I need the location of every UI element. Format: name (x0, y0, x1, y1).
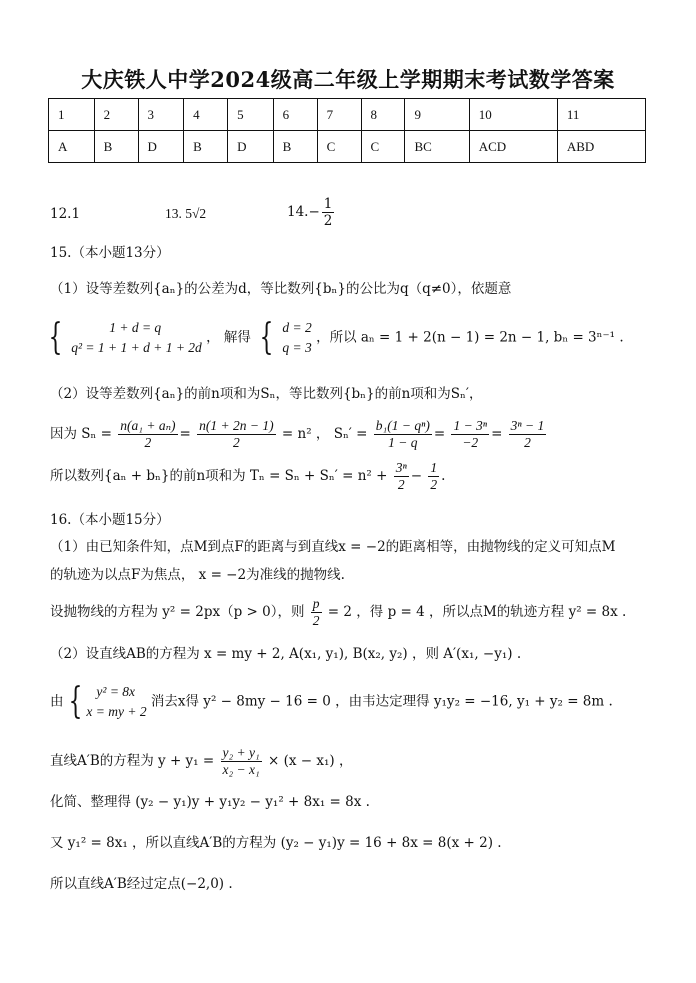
q15-part1-systems (44, 318, 624, 358)
table-cell: ABD (557, 131, 645, 163)
q15-part1-intro: （1）设等差数列{aₙ}的公差为d，等比数列{bₙ}的公比为q（q≠0），依题意 (50, 281, 512, 297)
table-cell: D (138, 131, 184, 163)
table-cell: 4 (184, 99, 228, 131)
q16-part1-line3 (50, 596, 626, 629)
equation: q = 3 (282, 340, 312, 355)
fraction (322, 196, 335, 229)
answer-table-answer-row (49, 131, 646, 163)
numerator: p (312, 596, 320, 611)
numerator: y₂ + y₁ (222, 745, 260, 760)
q15-part2-sums: 因为 Sₙ = $\frac{\text{n(a₁ + aₙ)}}{2}$ = $\frac{n(1 + 2n - 1)}{2}$ = n² ， Sₙ′ = $\frac{\text{b₁(1 − qⁿ)}}{1 - q}$ = $\frac{\text{1 − 3ⁿ}}{-2}$ = $\frac{\text{3ⁿ − 1}}{2}$ (50, 418, 545, 450)
answer-q14-prefix: 14.− (287, 204, 320, 220)
denominator: 2 (430, 477, 438, 492)
fraction (509, 418, 547, 451)
equation: y² = 8x (96, 684, 136, 699)
table-cell: 2 (94, 99, 138, 131)
fraction (428, 460, 439, 493)
answer-q14 (287, 196, 336, 229)
numerator: 3ⁿ (395, 460, 407, 475)
denominator: 2 (312, 613, 320, 628)
table-cell: BC (405, 131, 469, 163)
table-cell: 7 (317, 99, 361, 131)
answer-q12: 12.1 (50, 206, 81, 222)
text: 直线A′B的方程为 y + y₁ = (50, 753, 215, 769)
brace-symbol: { (48, 317, 63, 358)
text: 所以数列{aₙ + bₙ}的前n项和为 Tₙ = Sₙ + Sₙ′ = n² + (50, 468, 388, 484)
equation: d = 2 (282, 320, 312, 335)
fraction (374, 418, 432, 451)
solve-label: ， 解得 (206, 329, 251, 346)
q16-part2-system (50, 682, 613, 722)
numerator: 1 (430, 460, 438, 475)
fraction (118, 418, 177, 451)
q16-part2-line3 (50, 745, 353, 778)
table-cell: D (228, 131, 274, 163)
fraction (451, 418, 489, 451)
brace-symbol: { (259, 317, 274, 358)
answer-table (48, 98, 646, 163)
table-cell: B (273, 131, 317, 163)
answer-q13: 13. 5√2 (165, 206, 207, 221)
q16-header: 16.（本小题15分） (50, 512, 170, 528)
denominator: 2 (144, 435, 152, 450)
denominator: 2 (397, 477, 405, 492)
equation: q² = 1 + 1 + d + 1 + 2d (71, 340, 202, 355)
q15-part2-total: 所以数列{aₙ + bₙ}的前n项和为 Tₙ = Sₙ + Sₙ′ = n² + $\frac{\text{3ⁿ}}{2}$ − $\frac{1}{2}$ . (50, 460, 446, 492)
q15-part2-intro: （2）设等差数列{aₙ}的前n项和为Sₙ，等比数列{bₙ}的前n项和为Sₙ′， (50, 386, 483, 402)
table-cell: 3 (138, 99, 184, 131)
q16-part1-line2: 的轨迹为以点F为焦点， x = −2为准线的抛物线. (50, 567, 345, 583)
table-cell: B (184, 131, 228, 163)
denominator: x₂ − x₁ (222, 762, 260, 777)
fraction (221, 745, 262, 778)
equation-system (71, 318, 202, 358)
denominator: 1 − q (388, 435, 418, 450)
q16-part2-line6: 所以直线A′B经过定点(−2,0) . (50, 876, 233, 892)
q15-header: 15.（本小题13分） (50, 245, 170, 261)
numerator: n(1 + 2n − 1) (199, 418, 274, 433)
table-cell: 5 (228, 99, 274, 131)
equation-system (282, 318, 311, 358)
table-cell: 10 (469, 99, 557, 131)
equation-system (86, 682, 146, 722)
fraction (311, 596, 322, 629)
table-cell: 1 (49, 99, 95, 131)
table-cell: A (49, 131, 95, 163)
q16-part1-line1: （1）由已知条件知，点M到点F的距离与到直线x = −2的距离相等，由抛物线的定义可知点M (50, 539, 616, 555)
table-cell: 9 (405, 99, 469, 131)
equation: 1 + d = q (109, 320, 162, 335)
numerator: 1 (323, 196, 333, 212)
numerator: n(a₁ + aₙ) (120, 418, 176, 433)
text: × (x − x₁) ， (268, 753, 353, 769)
brace-symbol: { (68, 681, 82, 722)
text: 因为 Sₙ = (50, 426, 112, 442)
denominator: −2 (462, 435, 479, 450)
q16-part2-line1: （2）设直线AB的方程为 x = my + 2, A(x₁, y₁), B(x₂, y₂) ，则 A′(x₁, −y₁) . (50, 646, 522, 662)
numerator: 1 − 3ⁿ (453, 418, 488, 433)
fraction (197, 418, 275, 451)
table-cell: C (361, 131, 405, 163)
table-cell: ACD (469, 131, 557, 163)
equation: x = my + 2 (86, 704, 147, 719)
page-title: 大庆铁人中学2024级高二年级上学期期末考试数学答案 (81, 67, 615, 92)
table-cell: 11 (557, 99, 645, 131)
fraction (394, 460, 409, 493)
text: = n² ， Sₙ′ = (281, 426, 368, 442)
table-cell: 8 (361, 99, 405, 131)
table-cell: B (94, 131, 138, 163)
answer-table-number-row (49, 99, 646, 131)
denominator: 2 (323, 213, 333, 229)
text: 由 (50, 693, 64, 710)
q16-part2-line4: 化简、整理得 (y₂ − y₁)y + y₁y₂ − y₁² + 8x₁ = 8x . (50, 794, 370, 810)
table-cell: C (317, 131, 361, 163)
denominator: 2 (524, 435, 531, 450)
text: = 2 ，得 p = 4 ，所以点M的轨迹方程 y² = 8x . (327, 604, 627, 620)
text: 设抛物线的方程为 y² = 2px（p > 0），则 (50, 604, 305, 620)
q16-part2-line5: 又 y₁² = 8x₁ ，所以直线A′B的方程为 (y₂ − y₁)y = 16 + 8x = 8(x + 2) . (50, 835, 502, 851)
denominator: 2 (233, 435, 240, 450)
table-cell: 6 (273, 99, 317, 131)
numerator: 3ⁿ − 1 (510, 418, 545, 433)
numerator: b₁(1 − qⁿ) (375, 418, 430, 433)
result-text: ，所以 aₙ = 1 + 2(n − 1) = 2n − 1, bₙ = 3ⁿ⁻¹ . (316, 329, 624, 346)
text: 消去x得 y² − 8my − 16 = 0 ，由韦达定理得 y₁y₂ = −16, y₁ + y₂ = 8m . (150, 693, 613, 710)
